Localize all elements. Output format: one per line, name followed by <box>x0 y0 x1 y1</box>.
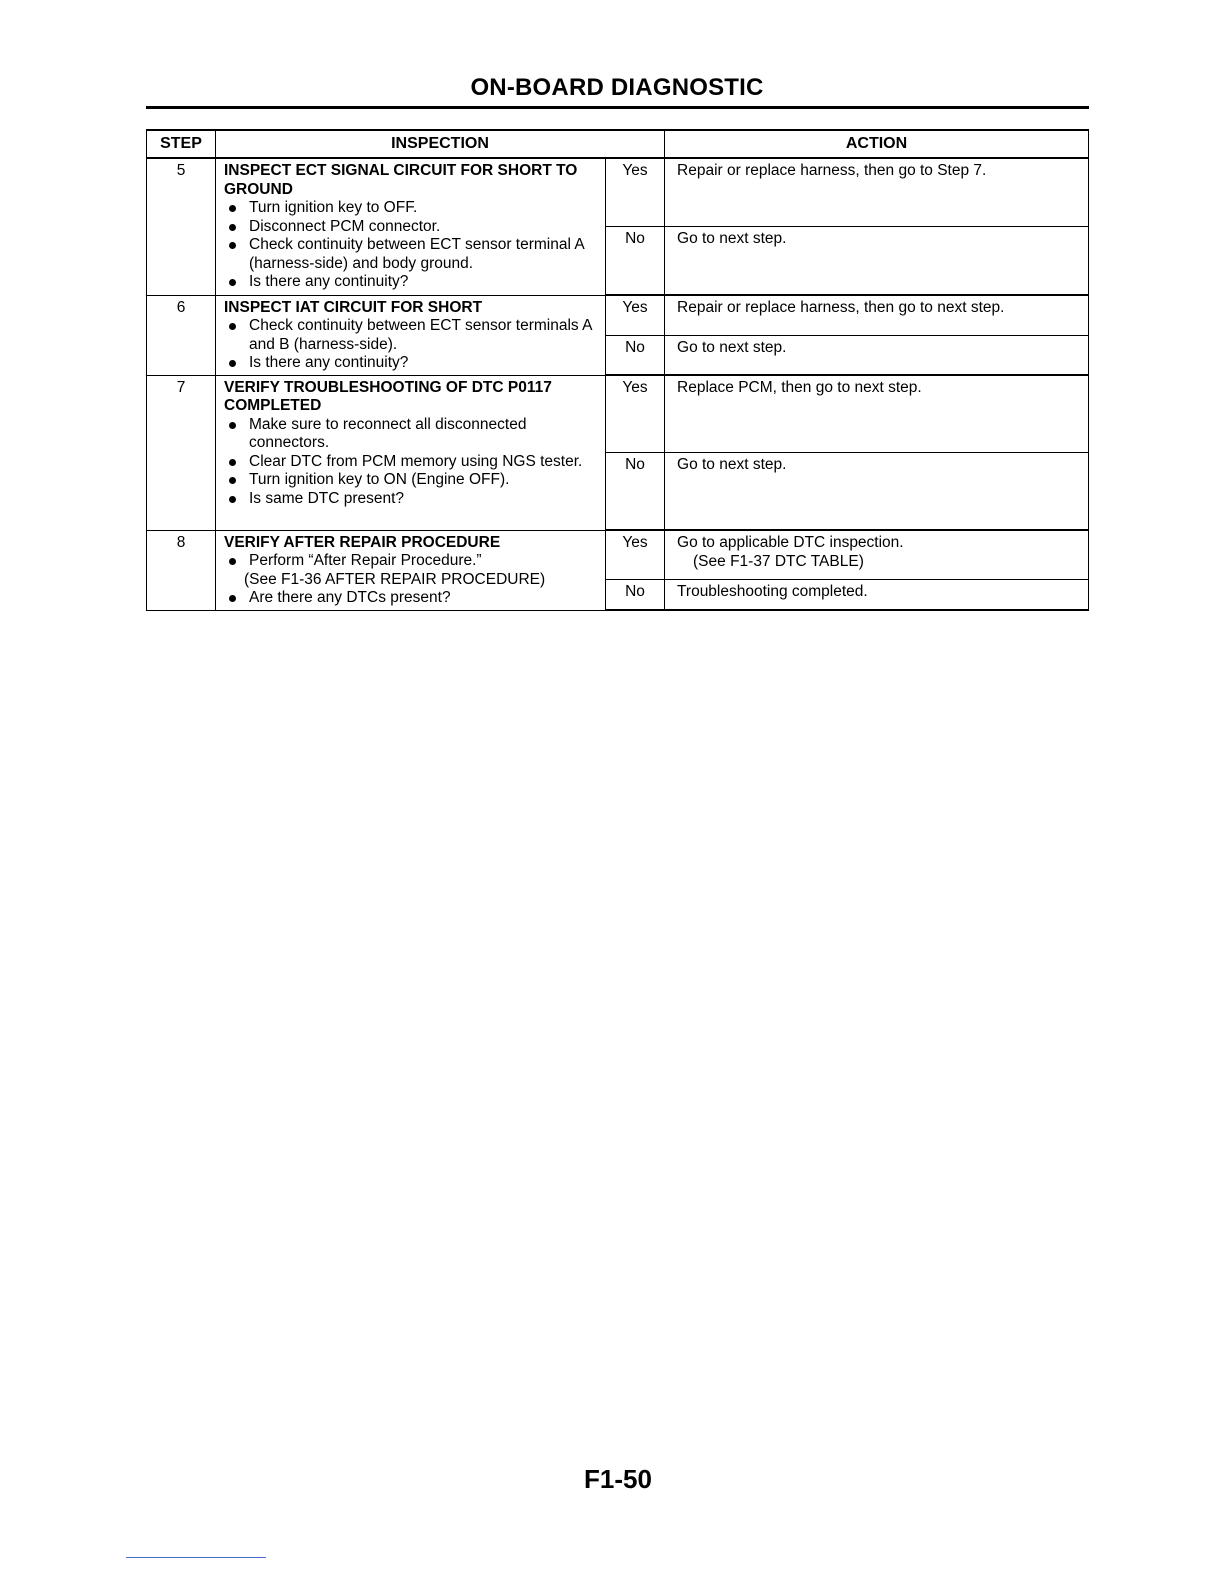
yes-label: Yes <box>606 375 665 453</box>
page-number: F1-50 <box>584 1464 652 1494</box>
check-item: Check continuity between ECT sensor terminal A (harness-side) and body ground. <box>224 236 597 273</box>
yes-action-cell <box>665 530 1089 580</box>
yes-label: Yes <box>606 295 665 335</box>
table-row <box>147 295 1089 335</box>
page-title: ON-BOARD DIAGNOSTIC <box>470 74 764 101</box>
check-item: Are there any DTCs present? <box>224 589 597 608</box>
action-header: ACTION <box>665 130 1089 158</box>
no-label: No <box>606 453 665 531</box>
yes-action: Replace PCM, then go to next step. <box>665 375 1089 453</box>
yes-action: Repair or replace harness, then go to next step. <box>665 295 1089 335</box>
step-header: STEP <box>147 130 216 158</box>
no-label: No <box>606 335 665 375</box>
header-rule <box>146 106 1089 109</box>
inspection-title: VERIFY AFTER REPAIR PROCEDURE <box>224 533 501 551</box>
step-number: 8 <box>147 530 216 610</box>
check-item: Is same DTC present? <box>224 490 597 509</box>
check-list <box>224 317 597 373</box>
yes-label: Yes <box>606 158 665 227</box>
inspection-title: INSPECT ECT SIGNAL CIRCUIT FOR SHORT TO GROUND <box>224 162 578 198</box>
inspection-cell <box>216 375 606 530</box>
inspection-header: INSPECTION <box>216 130 665 158</box>
check-item: Disconnect PCM connector. <box>224 218 597 237</box>
no-action: Go to next step. <box>665 335 1089 375</box>
step-number: 6 <box>147 295 216 375</box>
check-list <box>224 552 597 571</box>
inspection-cell <box>216 530 606 610</box>
no-action: Go to next step. <box>665 227 1089 296</box>
check-list <box>224 589 597 608</box>
check-item: Make sure to reconnect all disconnected connectors. <box>224 416 597 453</box>
check-item: Is there any continuity? <box>224 273 597 292</box>
step-number: 5 <box>147 158 216 295</box>
check-item: Clear DTC from PCM memory using NGS tester. <box>224 453 597 472</box>
yes-action: Repair or replace harness, then go to Step 7. <box>665 158 1089 227</box>
yes-label: Yes <box>606 530 665 580</box>
check-item: Check continuity between ECT sensor terminals A and B (harness-side). <box>224 317 597 354</box>
inspection-title: VERIFY TROUBLESHOOTING OF DTC P0117 COMPLETED <box>224 378 552 414</box>
step-number: 7 <box>147 375 216 530</box>
table-header-row <box>147 130 1089 158</box>
check-list <box>224 416 597 509</box>
table-row <box>147 375 1089 453</box>
reference-note: (See F1-36 AFTER REPAIR PROCEDURE) <box>244 570 546 588</box>
no-label: No <box>606 227 665 296</box>
diagnostic-table <box>146 129 1089 611</box>
yes-action-note: (See F1-37 DTC TABLE) <box>693 552 864 570</box>
check-item: Turn ignition key to OFF. <box>224 199 597 218</box>
table-row <box>147 530 1089 580</box>
check-list <box>224 199 597 292</box>
inspection-cell <box>216 158 606 295</box>
check-item: Is there any continuity? <box>224 354 597 373</box>
no-action: Go to next step. <box>665 453 1089 531</box>
inspection-cell <box>216 295 606 375</box>
yes-action: Go to applicable DTC inspection. <box>677 534 904 551</box>
check-item: Turn ignition key to ON (Engine OFF). <box>224 471 597 490</box>
no-action: Troubleshooting completed. <box>665 580 1089 611</box>
inspection-title: INSPECT IAT CIRCUIT FOR SHORT <box>224 298 483 316</box>
check-item: Perform “After Repair Procedure.” <box>224 552 597 571</box>
table-row <box>147 158 1089 227</box>
bottom-rule <box>126 1557 266 1558</box>
no-label: No <box>606 580 665 611</box>
